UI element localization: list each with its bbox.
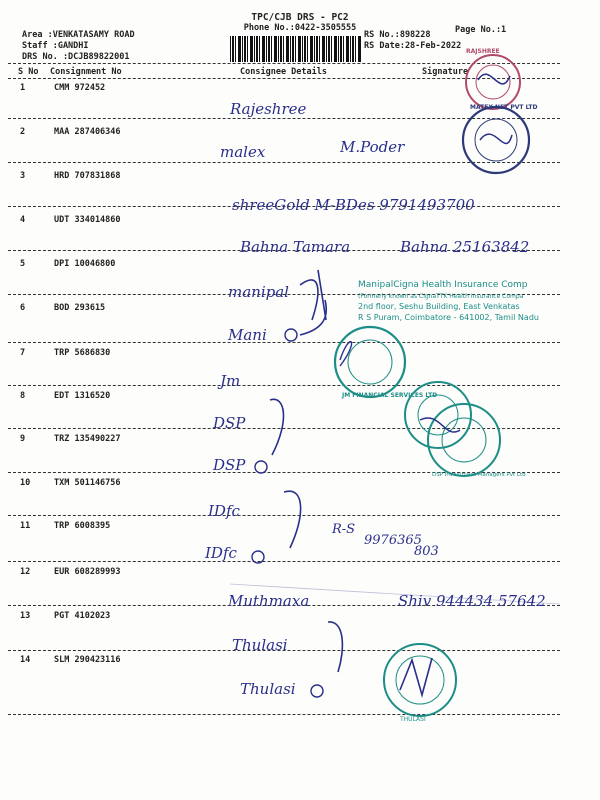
jm-financial-stamp: [335, 327, 405, 397]
signature-scribble: [300, 280, 318, 320]
handwritten-consignee-9: DSP: [213, 456, 246, 474]
jm-stamp-text: JM FINANCIAL SERVICES LTD: [342, 392, 438, 399]
rajshree-stamp: [466, 55, 520, 109]
row-14-consignment: SLM 290423116: [54, 655, 121, 665]
rs-number: RS No.:898228: [364, 30, 431, 40]
manipal-stamp-line4: R S Puram, Coimbatore - 641002, Tamil Nadu: [358, 313, 539, 322]
row-6-consignment: BOD 293615: [54, 303, 106, 313]
handwritten-consignee-3: shreeGold M-BDes 9791493700: [232, 196, 475, 214]
row-13-consignment: PGT 4102023: [54, 611, 111, 621]
handwritten-consignee-4: Bahna Tamara: [240, 238, 351, 256]
signature-scribble: [284, 491, 301, 548]
handwritten-consignee-1: Rajeshree: [230, 100, 307, 118]
matex-stamp-text: MATEX NET PVT LTD: [470, 104, 538, 111]
doc-title: TPC/CJB DRS - PC2: [251, 12, 349, 23]
handwritten-consignee-6: Mani: [228, 326, 267, 344]
manipal-stamp-line1: ManipalCigna Health Insurance Comp: [358, 280, 528, 290]
row-5-consignment: DPI 10046800: [54, 259, 116, 269]
row-5-sno: 5: [20, 259, 26, 269]
signature-scribble: [328, 622, 342, 672]
thulasi-stamp-text: THULASI: [400, 716, 426, 723]
strike-line: [230, 584, 560, 604]
manipal-stamp-line2: (Formerly known as CignaTTK Health Insurance Compa: [358, 293, 524, 300]
handwritten-consignee-8: DSP: [213, 414, 246, 432]
staff-field: Staff :GANDHI: [22, 41, 89, 51]
handwritten-consignee-14: Thulasi: [240, 680, 296, 698]
col-header-signature: Signature: [422, 67, 469, 77]
thulasi-stamp: [384, 644, 456, 716]
drs-number: DRS No. :DCJB89822001: [22, 52, 130, 62]
signature-mark: [252, 551, 264, 563]
row-9-sno: 9: [20, 434, 26, 444]
row-2-sno: 2: [20, 127, 26, 137]
row-14-sno: 14: [20, 655, 31, 665]
handwritten-consignee-10: IDfc: [208, 502, 240, 520]
row-11-sno: 11: [20, 521, 31, 531]
row-12-consignment: EUR 608289993: [54, 567, 121, 577]
handwritten-consignee-13: Thulasi: [232, 636, 288, 654]
col-header-consignment: Consignment No: [50, 67, 122, 77]
rs-date: RS Date:28-Feb-2022: [364, 41, 462, 51]
row-3-sno: 3: [20, 171, 26, 181]
phone-number: Phone No.:0422-3505555: [243, 23, 357, 33]
matex-stamp: [463, 107, 529, 173]
signature-scribble: [270, 399, 284, 455]
handwritten-note-11b: 9976365: [364, 533, 422, 548]
row-7-sno: 7: [20, 348, 26, 358]
page-number: Page No.:1: [455, 25, 507, 35]
row-8-consignment: EDT 1316520: [54, 391, 111, 401]
row-7-consignment: TRP 5686830: [54, 348, 111, 358]
row-1-consignment: CMM 972452: [54, 83, 106, 93]
handwritten-note-11c: 803: [414, 544, 439, 559]
row-6-sno: 6: [20, 303, 26, 313]
handwritten-note-11a: R-S: [332, 522, 356, 537]
dsp-stamp-text: DSP Investment Managers Pvt Ltd: [432, 472, 526, 478]
row-4-consignment: UDT 334014860: [54, 215, 121, 225]
row-11-consignment: TRP 6008395: [54, 521, 111, 531]
area-field: Area :VENKATASAMY ROAD: [22, 30, 135, 40]
col-header-sno: S No: [18, 67, 39, 77]
signature-mark: [311, 685, 323, 697]
handwritten-consignee-2: malex: [220, 143, 266, 161]
row-13-sno: 13: [20, 611, 31, 621]
dsp-stamp-2: [428, 404, 500, 476]
row-12-sno: 12: [20, 567, 31, 577]
signature-scribble: [318, 270, 326, 320]
rajshree-stamp-text: RAJSHREE: [466, 48, 500, 55]
row-3-consignment: HRD 707831868: [54, 171, 121, 181]
col-header-consignee: Consignee Details: [240, 67, 327, 77]
signature-mark: [285, 329, 297, 341]
handwritten-consignee-11: IDfc: [205, 544, 237, 562]
handwritten-consignee-5: manipal: [228, 283, 289, 301]
row-4-sno: 4: [20, 215, 26, 225]
handwritten-consignee-12: Muthmaxa: [228, 592, 310, 610]
row-9-consignment: TRZ 135490227: [54, 434, 121, 444]
row-1-sno: 1: [20, 83, 26, 93]
signature-mark: [255, 461, 267, 473]
row-2-consignment: MAA 287406346: [54, 127, 121, 137]
row-10-consignment: TXM 501146756: [54, 478, 121, 488]
row-10-sno: 10: [20, 478, 31, 488]
manipal-stamp-line3: 2nd floor, Seshu Building, East Venkatas: [358, 302, 520, 311]
handwritten-signature-4: Bahna 25163842: [400, 238, 530, 256]
row-8-sno: 8: [20, 391, 26, 401]
handwritten-signature-2: M.Poder: [340, 138, 405, 156]
handwritten-consignee-7: Jm: [220, 372, 241, 390]
handwritten-signature-12: Shiv 944434 57642: [398, 592, 546, 610]
